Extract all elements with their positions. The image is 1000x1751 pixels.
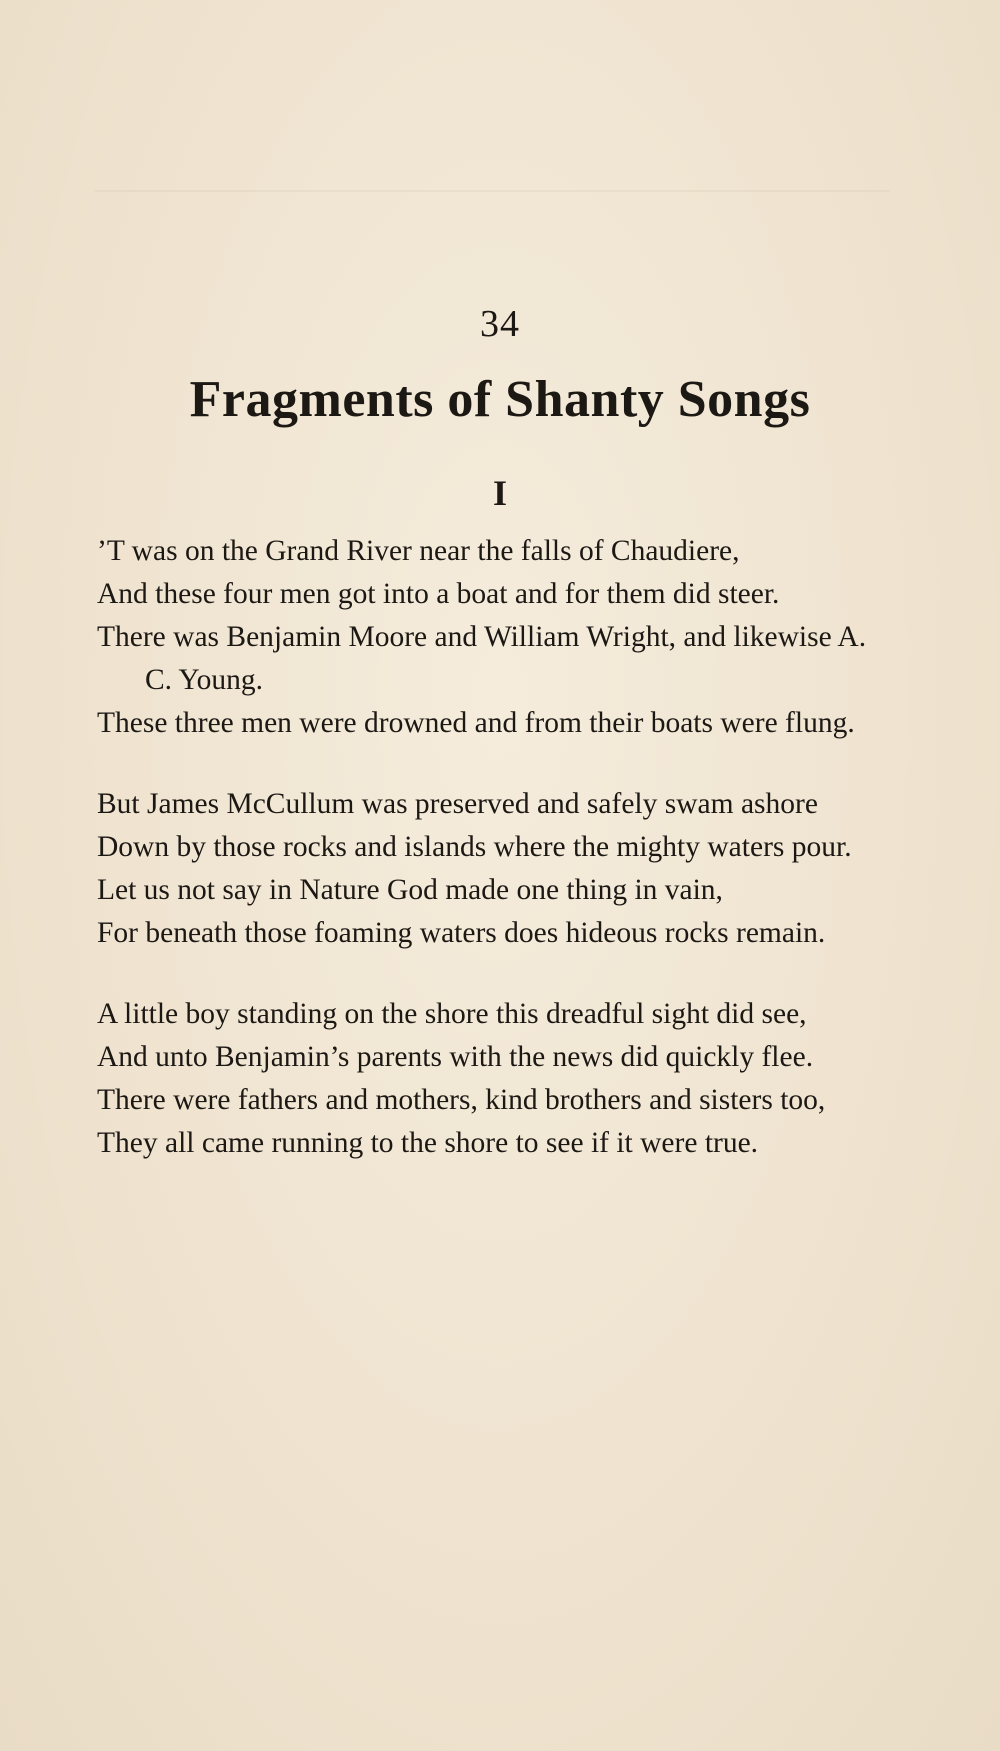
verse-line: Let us not say in Nature God made one thing in vain, bbox=[97, 874, 723, 906]
verse-line: And unto Benjamin’s parents with the news did quickly flee. bbox=[97, 1041, 814, 1073]
verse-line: There were fathers and mothers, kind brothers and sisters too, bbox=[97, 1084, 826, 1116]
verse-line: They all came running to the shore to see if it were true. bbox=[97, 1127, 759, 1159]
show-through-rule bbox=[95, 190, 890, 192]
verse-line: There was Benjamin Moore and William Wright, and likewise A. C. Young. bbox=[97, 621, 867, 696]
section-numeral: I bbox=[492, 473, 507, 513]
stanza-2 bbox=[97, 783, 897, 955]
stanza-3 bbox=[97, 993, 897, 1165]
page-title: Fragments of Shanty Songs bbox=[189, 371, 811, 428]
verse-line: For beneath those foaming waters does hideous rocks remain. bbox=[97, 917, 826, 949]
verse-line: But James McCullum was preserved and safely swam ashore bbox=[97, 788, 818, 820]
verse-line: These three men were drowned and from their boats were flung. bbox=[97, 707, 855, 739]
stanza-1 bbox=[97, 530, 897, 745]
verse-line: And these four men got into a boat and for them did steer. bbox=[97, 578, 780, 610]
chapter-number: 34 bbox=[480, 303, 520, 345]
verse-line: ’T was on the Grand River near the falls of Chaudiere, bbox=[97, 535, 740, 567]
song-verses bbox=[97, 530, 897, 1203]
verse-line: A little boy standing on the shore this dreadful sight did see, bbox=[97, 998, 807, 1030]
verse-line: Down by those rocks and islands where the mighty waters pour. bbox=[97, 831, 852, 863]
